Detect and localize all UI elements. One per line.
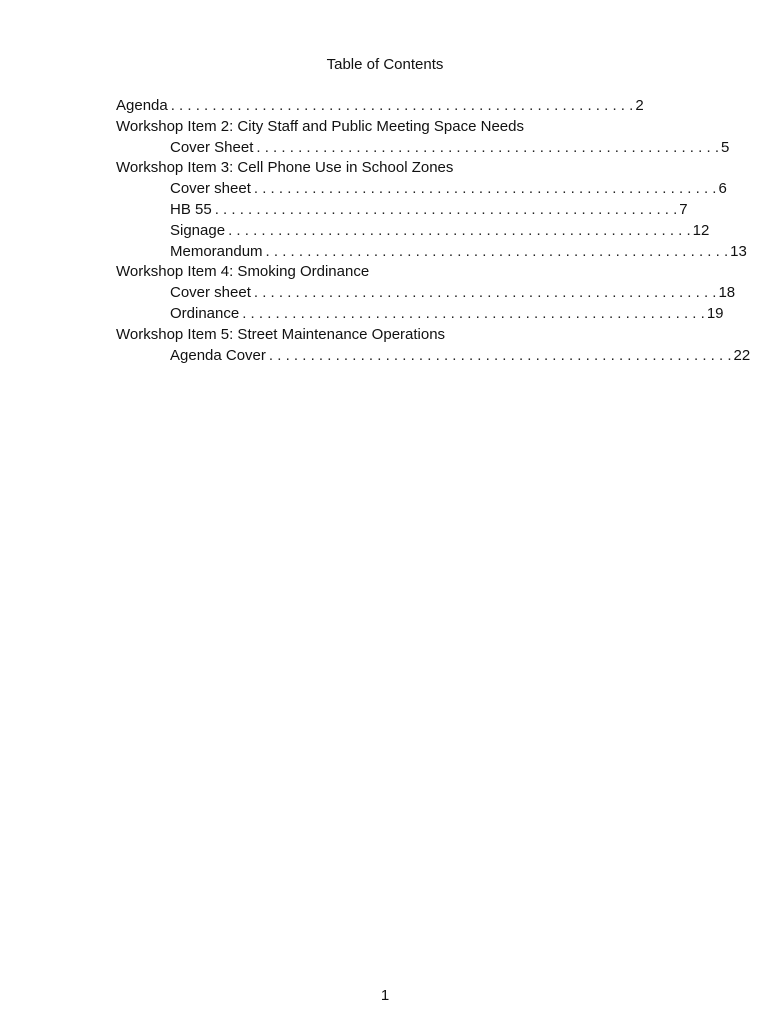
toc-entry-memorandum[interactable]: [116, 242, 747, 263]
dot-leader: . . . . . . . . . . . . . . . . . . . . . . . . . . . . . . . . . . . . . . . . . . . . . . . . . . . . . . . .: [170, 97, 634, 114]
toc-entry-page: 7: [679, 200, 688, 218]
toc-section-label: Workshop Item 4: Smoking Ordinance: [116, 263, 370, 281]
toc-entry-cover-sheet[interactable]: [116, 283, 736, 304]
toc-entry-page: 5: [720, 138, 730, 156]
dot-leader: . . . . . . . . . . . . . . . . . . . . . . . . . . . . . . . . . . . . . . . . . . . . . . . . . . . . . . . .: [253, 180, 717, 198]
toc-entry-page: 22: [733, 346, 751, 364]
toc-entry-label: Cover sheet: [170, 284, 251, 302]
toc-entry-ordinance[interactable]: [116, 304, 724, 325]
toc-section-workshop-item-4: [116, 262, 624, 283]
table-of-contents: [116, 96, 751, 366]
toc-entry-page: 19: [706, 304, 724, 322]
toc-section-workshop-item-5: [116, 325, 624, 346]
toc-entry-label: HB 55: [170, 200, 212, 218]
dot-leader: . . . . . . . . . . . . . . . . . . . . . . . . . . . . . . . . . . . . . . . . . . . . . . . . . . . . . . . .: [214, 200, 678, 218]
dot-leader: . . . . . . . . . . . . . . . . . . . . . . . . . . . . . . . . . . . . . . . . . . . . . . . . . . . . . . . .: [265, 242, 729, 260]
toc-section-workshop-item-2: [116, 117, 624, 138]
dot-leader: . . . . . . . . . . . . . . . . . . . . . . . . . . . . . . . . . . . . . . . . . . . . . . . . . . . . . . . .: [242, 304, 705, 322]
toc-entry-label: Ordinance: [170, 304, 240, 322]
toc-entry-cover-sheet[interactable]: [116, 179, 727, 200]
toc-entry-page: 6: [718, 180, 727, 198]
dot-leader: . . . . . . . . . . . . . . . . . . . . . . . . . . . . . . . . . . . . . . . . . . . . . . . . . . . . . . . .: [253, 284, 717, 302]
toc-entry-hb-55[interactable]: [116, 200, 688, 221]
toc-entry-page: 12: [692, 221, 710, 239]
toc-entry-label: Cover Sheet: [170, 138, 254, 156]
toc-section-label: Workshop Item 5: Street Maintenance Operations: [116, 325, 446, 343]
dot-leader: . . . . . . . . . . . . . . . . . . . . . . . . . . . . . . . . . . . . . . . . . . . . . . . . . . . . . . . .: [268, 346, 732, 364]
toc-entry-agenda[interactable]: [116, 96, 644, 117]
toc-entry-label: Agenda: [116, 97, 168, 114]
toc-entry-page: 18: [718, 284, 736, 302]
toc-entry-label: Signage: [170, 221, 226, 239]
toc-section-label: Workshop Item 3: Cell Phone Use in School Zones: [116, 159, 454, 177]
toc-entry-cover-sheet[interactable]: [116, 138, 730, 159]
page-title: Table of Contents: [326, 56, 444, 73]
dot-leader: . . . . . . . . . . . . . . . . . . . . . . . . . . . . . . . . . . . . . . . . . . . . . . . . . . . . . . . .: [256, 138, 719, 156]
toc-entry-label: Cover sheet: [170, 180, 251, 198]
toc-entry-page: 13: [730, 242, 747, 260]
page-number: 1: [380, 987, 390, 1004]
toc-entry-page: 2: [635, 97, 644, 114]
toc-section-workshop-item-3: [116, 158, 624, 179]
toc-entry-label: Agenda Cover: [170, 346, 266, 364]
dot-leader: . . . . . . . . . . . . . . . . . . . . . . . . . . . . . . . . . . . . . . . . . . . . . . . . . . . . . . . .: [228, 221, 691, 239]
toc-entry-agenda-cover[interactable]: [116, 346, 751, 367]
toc-section-label: Workshop Item 2: City Staff and Public Meeting Space Needs: [116, 117, 524, 135]
toc-entry-label: Memorandum: [170, 242, 263, 260]
toc-entry-signage[interactable]: [116, 221, 710, 242]
